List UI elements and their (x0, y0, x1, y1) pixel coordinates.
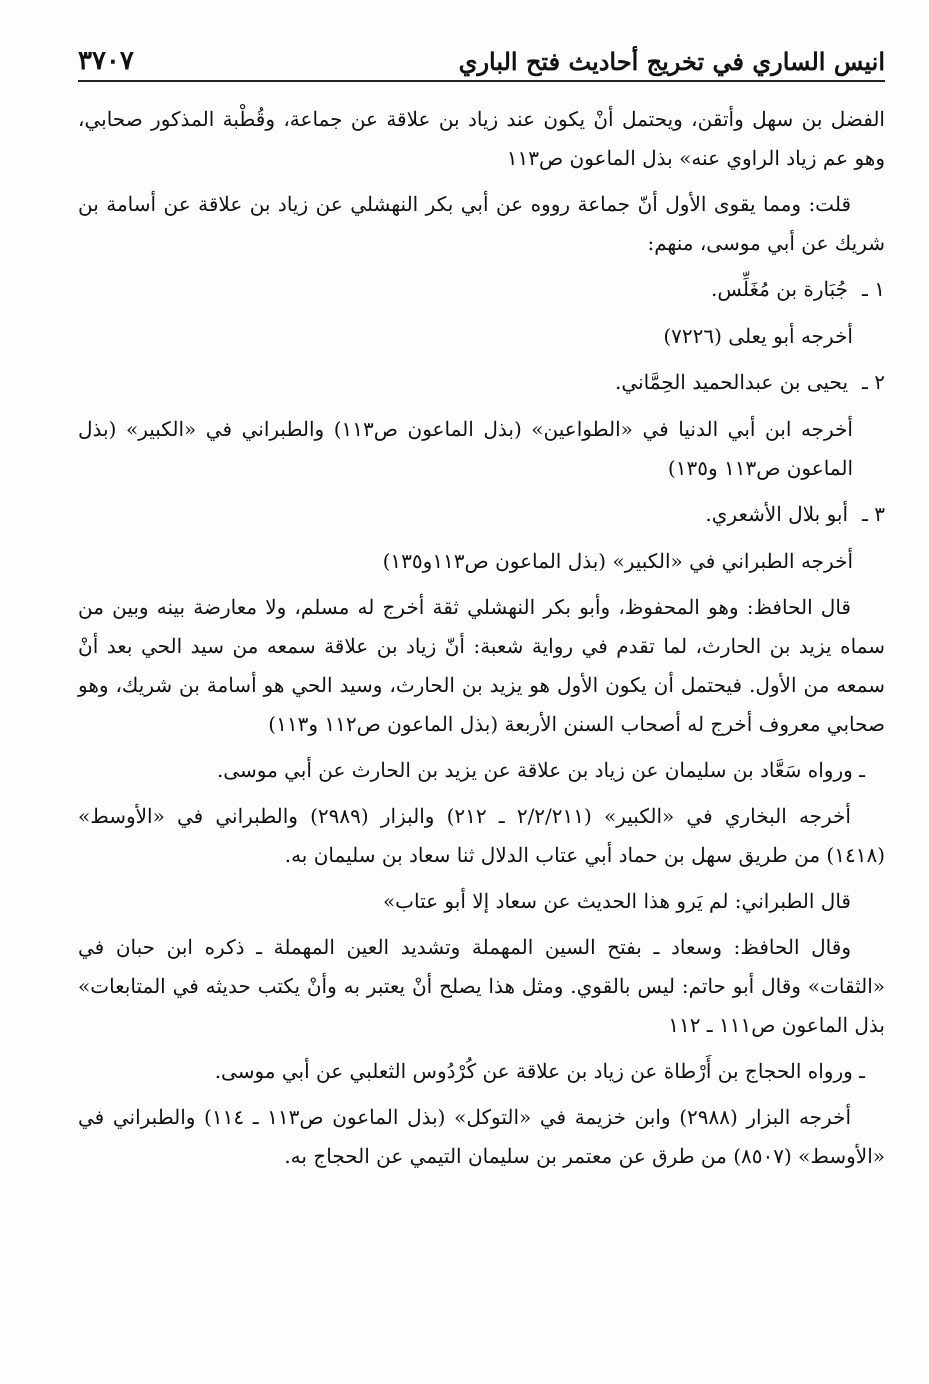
page-header (78, 34, 885, 76)
paragraph: ـ ورواه الحجاج بن أَرْطاة عن زياد بن علاقة عن كُرْدُوس الثعلبي عن أبي موسى. (214, 1059, 865, 1083)
narrator-item (78, 363, 885, 402)
paragraph: الفضل بن سهل وأتقن، ويحتمل أنْ يكون عند زياد بن علاقة عن جماعة، وقُطْبة المذكور صحابي، وهو عم زياد الراوي عنه» بذل الماعون ص١١٣ (78, 107, 885, 170)
narrator-source: أخرجه الطبراني في «الكبير» (بذل الماعون ص١١٣و١٣٥) (382, 549, 853, 573)
paragraph: ـ ورواه سَعَّاد بن سليمان عن زياد بن علاقة عن يزيد بن الحارث عن أبي موسى. (216, 758, 865, 782)
page-body (78, 100, 885, 1183)
paragraph: قلت: ومما يقوى الأول أنّ جماعة رووه عن أبي بكر النهشلي عن زياد بن علاقة عن أسامة بن شريك عن أبي موسى، منهم: (78, 192, 885, 255)
paragraph: وقال الحافظ: وسعاد ـ بفتح السين المهملة وتشديد العين المهملة ـ ذكره ابن حبان في «الثقات» وقال أبو حاتم: ليس بالقوي. ومثل هذا يصلح أنْ يعتبر به وأنْ يكتب حديثه في المتابعات» بذل الماعون ص١١١ ـ ١١٢ (78, 935, 885, 1037)
narrator-number: ٣ ـ (862, 502, 885, 526)
narrator-source: أخرجه أبو يعلى (٧٢٢٦) (663, 324, 853, 348)
paragraph: أخرجه البخاري في «الكبير» (٢/٢/٢١١ ـ ٢١٢) والبزار (٢٩٨٩) والطبراني في «الأوسط» (١٤١٨) من طريق سهل بن حماد أبي عتاب الدلال ثنا سعاد بن سليمان به. (78, 804, 885, 867)
narrator-name: جُبَارة بن مُغَلِّس. (711, 277, 849, 301)
narrator-source: أخرجه ابن أبي الدنيا في «الطواعين» (بذل الماعون ص١١٣) والطبراني في «الكبير» (بذل الماعون ص١١٣ و١٣٥) (78, 417, 853, 480)
narrator-number: ٢ ـ (862, 370, 885, 394)
paragraph: قال الطبراني: لم يَرو هذا الحديث عن سعاد إلا أبو عتاب» (382, 889, 851, 913)
narrator-name: يحيى بن عبدالحميد الحِمَّاني. (615, 370, 849, 394)
narrator-item (78, 495, 885, 534)
paragraph: أخرجه البزار (٢٩٨٨) وابن خزيمة في «التوكل» (بذل الماعون ص١١٣ ـ ١١٤) والطبراني في «الأوسط» (٨٥٠٧) من طرق عن معتمر بن سليمان التيمي عن الحجاج به. (78, 1105, 885, 1168)
page-number: ٣٧٠٧ (78, 46, 134, 76)
narrator-number: ١ ـ (862, 277, 885, 301)
paragraph: قال الحافظ: وهو المحفوظ، وأبو بكر النهشلي ثقة أخرج له مسلم، ولا معارضة بينه وبين من سماه يزيد بن الحارث، لما تقدم في رواية شعبة: أنّ زياد بن علاقة سمعه من سيد الحي بعد أنْ سمعه من الأول. فيحتمل أن يكون الأول هو يزيد بن الحارث، وسيد الحي هو أسامة بن شريك، وهو صحابي معروف أخرج له أصحاب السنن الأربعة (بذل الماعون ص١١٢ و١١٣) (78, 595, 885, 736)
narrator-item (78, 270, 885, 309)
narrator-name: أبو بلال الأشعري. (705, 502, 849, 526)
running-title: انيس الساري في تخريج أحاديث فتح الباري (458, 47, 885, 76)
header-rule (78, 80, 885, 82)
